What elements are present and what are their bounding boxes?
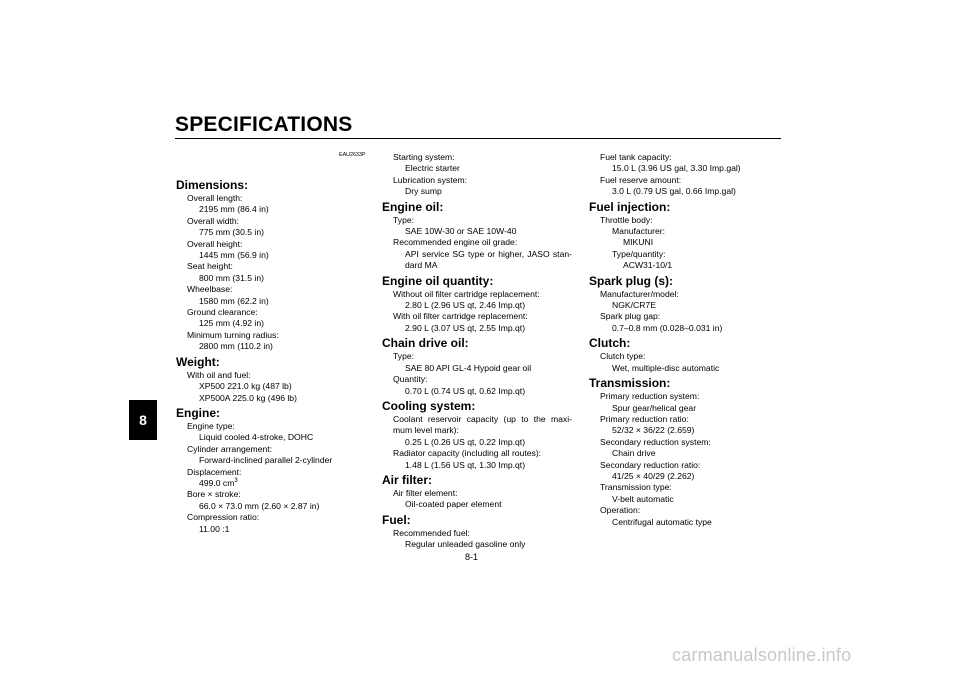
spec-value: Liquid cooled 4-stroke, DOHC: [199, 432, 314, 443]
spec-value: 0.25 L (0.26 US qt, 0.22 Imp.qt): [405, 436, 526, 447]
displacement-value: [176, 478, 371, 489]
spec-value: dard MA: [405, 260, 438, 271]
spec-value: 3.0 L (0.79 US gal, 0.66 Imp.gal): [612, 186, 736, 197]
spec-value: 499.0 cm: [199, 477, 235, 488]
spec-value: V-belt automatic: [612, 493, 674, 504]
spec-value: XP500 221.0 kg (487 lb): [199, 381, 292, 392]
heading-fuel-injection: Fuel injection:: [589, 199, 671, 214]
spec-value: 2195 mm (86.4 in): [199, 204, 269, 215]
spec-label: Compression ratio:: [187, 512, 260, 523]
spec-label: With oil and fuel:: [187, 369, 251, 380]
spec-value: 66.0 × 73.0 mm (2.60 × 2.87 in): [199, 500, 320, 511]
spec-label: Transmission type:: [600, 482, 672, 493]
spec-label: With oil filter cartridge replacement:: [393, 311, 528, 322]
spec-value: MIKUNI: [623, 237, 654, 248]
spec-label: Lubrication system:: [393, 174, 468, 185]
spec-value: Centrifugal automatic type: [612, 516, 712, 527]
spec-label: Overall length:: [187, 193, 243, 203]
heading-clutch: Clutch:: [589, 336, 631, 351]
spec-value: Regular unleaded gasoline only: [405, 539, 526, 550]
spec-value: Oil-coated paper element: [405, 499, 502, 510]
spec-label: Quantity:: [393, 374, 428, 385]
spec-value: 2.80 L (2.96 US qt, 2.46 Imp.qt): [405, 300, 526, 311]
spec-label: Engine type:: [187, 420, 235, 431]
spec-value: Chain drive: [612, 448, 656, 459]
spec-label: Manufacturer/model:: [600, 288, 679, 299]
spec-label: Ground clearance:: [187, 307, 258, 318]
spec-label: Throttle body:: [600, 214, 653, 225]
spec-value: Wet, multiple-disc automatic: [612, 362, 720, 373]
spec-value: ACW31-10/1: [623, 260, 673, 271]
spec-label: Starting system:: [393, 152, 455, 162]
spec-label: Type/quantity:: [612, 248, 666, 259]
spec-label: Primary reduction ratio:: [600, 413, 689, 424]
spec-value: 11.00 :1: [199, 523, 230, 534]
spec-value: 125 mm (4.92 in): [199, 318, 264, 329]
spec-label: Manufacturer:: [612, 226, 666, 237]
spec-label: Fuel reserve amount:: [600, 174, 682, 185]
spec-value: XP500A 225.0 kg (496 lb): [199, 392, 297, 403]
heading-chain-drive-oil: Chain drive oil:: [382, 336, 469, 351]
spec-value: SAE 10W-30 or SAE 10W-40: [405, 226, 517, 237]
heading-fuel: Fuel:: [382, 512, 411, 527]
spec-label: Type:: [393, 351, 415, 362]
heading-weight: Weight:: [176, 354, 220, 369]
heading-dimensions: Dimensions:: [176, 178, 249, 192]
heading-transmission: Transmission:: [589, 376, 671, 391]
heading-engine-oil: Engine oil:: [382, 199, 444, 214]
spec-label: Spark plug gap:: [600, 311, 661, 322]
spec-label: Displacement:: [187, 466, 242, 477]
spec-value: API service SG type or higher, JASO stan-: [405, 248, 572, 259]
spec-label: mum level mark):: [393, 425, 459, 436]
column-3: [589, 152, 787, 528]
spec-label: Overall height:: [187, 238, 243, 249]
spec-value: SAE 80 API GL-4 Hypoid gear oil: [405, 362, 532, 373]
spec-value: 775 mm (30.5 in): [199, 227, 264, 238]
heading-spark-plug: Spark plug (s):: [589, 273, 674, 288]
spec-value: Electric starter: [405, 163, 460, 174]
heading-air-filter: Air filter:: [382, 472, 433, 487]
spec-label: Wheelbase:: [187, 284, 233, 295]
spec-label: Primary reduction system:: [600, 391, 700, 402]
heading-engine: Engine:: [176, 405, 220, 420]
title-rule: [175, 138, 781, 139]
spec-label: Coolant reservoir capacity (up to the maxi-: [393, 413, 572, 424]
chapter-tab[interactable]: 8: [129, 400, 157, 440]
spec-value: Forward-inclined parallel 2-cylinder: [199, 455, 333, 466]
spec-value: 0.70 L (0.74 US qt, 0.62 Imp.qt): [405, 385, 526, 396]
spec-label: Radiator capacity (including all routes):: [393, 448, 542, 459]
spec-label: Operation:: [600, 505, 641, 516]
spec-label: Minimum turning radius:: [187, 329, 279, 340]
spec-label: Without oil filter cartridge replacement:: [393, 288, 540, 299]
spec-value: 2.90 L (3.07 US qt, 2.55 Imp.qt): [405, 322, 526, 333]
spec-value: 41/25 × 40/29 (2.262): [612, 470, 695, 481]
spec-value: 1445 mm (56.9 in): [199, 250, 269, 261]
spec-label: Recommended engine oil grade:: [393, 237, 518, 248]
heading-engine-oil-quantity: Engine oil quantity:: [382, 273, 494, 288]
spec-value: 2800 mm (110.2 in): [199, 341, 273, 352]
spec-value: 800 mm (31.5 in): [199, 272, 264, 283]
spec-label: Type:: [393, 214, 415, 225]
spec-label: Recommended fuel:: [393, 527, 470, 538]
superscript: 3: [234, 478, 238, 485]
spec-label: Air filter element:: [393, 487, 458, 498]
spec-label: Overall width:: [187, 215, 240, 226]
spec-value: Spur gear/helical gear: [612, 402, 697, 413]
page-number: 8-1: [465, 552, 479, 562]
column-2: [382, 152, 578, 551]
spec-value: 1.48 L (1.56 US qt, 1.30 Imp.qt): [405, 459, 526, 470]
spec-value: 52/32 × 36/22 (2.659): [612, 425, 695, 436]
spec-value: Dry sump: [405, 186, 442, 197]
spec-label: Fuel tank capacity:: [600, 152, 672, 162]
column-1: [176, 176, 371, 535]
spec-label: Secondary reduction ratio:: [600, 459, 701, 470]
spec-label: Bore × stroke:: [187, 489, 241, 500]
spec-value: NGK/CR7E: [612, 300, 656, 311]
spec-value: 1580 mm (62.2 in): [199, 295, 269, 306]
spec-value: 15.0 L (3.96 US gal, 3.30 Imp.gal): [612, 163, 741, 174]
section-code: EAU2633P: [339, 152, 366, 158]
watermark: carmanualsonline.info: [672, 645, 852, 665]
spec-label: Secondary reduction system:: [600, 436, 711, 447]
spec-value: 0.7–0.8 mm (0.028–0.031 in): [612, 322, 723, 333]
page-title: SPECIFICATIONS: [175, 113, 353, 136]
spec-label: Cylinder arrangement:: [187, 443, 273, 454]
spec-label: Seat height:: [187, 261, 233, 272]
spec-label: Clutch type:: [600, 351, 646, 362]
heading-cooling-system: Cooling system:: [382, 398, 476, 413]
